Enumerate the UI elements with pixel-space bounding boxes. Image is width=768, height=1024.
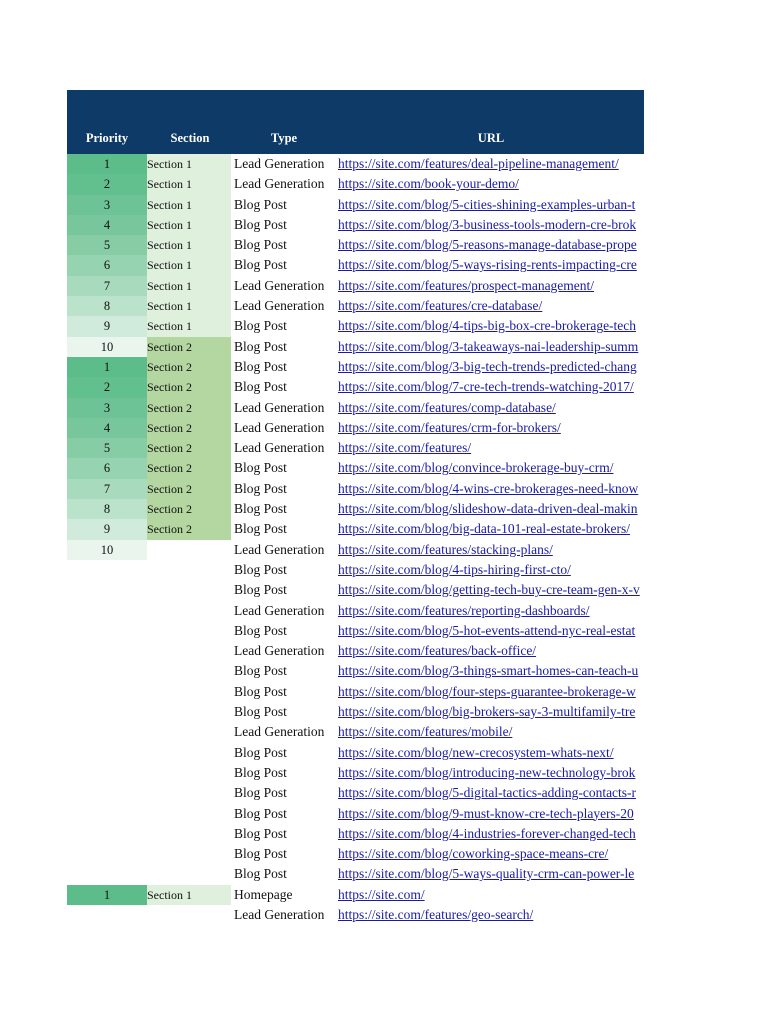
url-link[interactable]: https://site.com/blog/9-must-know-cre-tech-players-20 [338,805,634,821]
table-row [67,682,644,702]
type-cell[interactable]: Blog Post [234,358,287,374]
table-row [67,661,644,681]
type-cell[interactable]: Blog Post [234,683,287,699]
type-cell[interactable]: Lead Generation [234,419,325,435]
type-cell[interactable]: Lead Generation [234,176,325,192]
table-row [67,743,644,763]
priority-cell[interactable]: 4 [67,215,147,235]
table-row [67,418,644,438]
type-cell[interactable]: Blog Post [234,764,287,780]
section-cell[interactable]: Section 2 [147,479,231,499]
table-row [67,621,644,641]
priority-cell[interactable]: 7 [67,276,147,296]
table-row [67,641,644,661]
type-cell[interactable]: Blog Post [234,216,287,232]
url-link[interactable]: https://site.com/blog/3-takeaways-nai-leadership-summ [338,338,639,354]
priority-cell[interactable]: 3 [67,195,147,215]
url-link[interactable]: https://site.com/blog/4-tips-big-box-cre-brokerage-tech [338,318,637,334]
priority-cell[interactable] [67,682,147,702]
table-row [67,783,644,803]
url-link[interactable]: https://site.com/features/prospect-management/ [338,277,595,293]
url-link[interactable]: https://site.com/features/ [338,440,472,456]
section-cell[interactable] [147,601,231,621]
type-cell[interactable]: Lead Generation [234,298,325,314]
table-row [67,499,644,519]
priority-cell[interactable] [67,864,147,884]
url-link[interactable]: https://site.com/blog/big-brokers-say-3-multifamily-tre [338,704,636,720]
table-row [67,377,644,397]
table-row [67,519,644,539]
type-cell[interactable]: Blog Post [234,825,287,841]
type-cell[interactable]: Blog Post [234,704,287,720]
url-link[interactable]: https://site.com/blog/convince-brokerage-buy-crm/ [338,460,614,476]
priority-cell[interactable]: 10 [67,337,147,357]
url-link[interactable]: https://site.com/features/geo-search/ [338,906,534,922]
priority-cell[interactable]: 1 [67,154,147,174]
url-link[interactable]: https://site.com/features/mobile/ [338,724,513,740]
table-row [67,398,644,418]
table-row [67,905,644,925]
url-link[interactable]: https://site.com/blog/getting-tech-buy-cre-team-gen-x-v [338,582,640,598]
section-cell[interactable]: Section 1 [147,885,231,905]
table-row [67,540,644,560]
table-row [67,479,644,499]
section-cell[interactable]: Section 1 [147,195,231,215]
table-row [67,844,644,864]
section-cell[interactable]: Section 1 [147,174,231,194]
type-cell[interactable]: Blog Post [234,846,287,862]
section-cell[interactable] [147,682,231,702]
header-section[interactable]: Section [170,131,210,145]
section-cell[interactable]: Section 2 [147,398,231,418]
priority-cell[interactable]: 5 [67,235,147,255]
type-cell[interactable]: Blog Post [234,866,287,882]
table-row [67,337,644,357]
type-cell[interactable]: Blog Post [234,785,287,801]
url-link[interactable]: https://site.com/blog/new-crecosystem-whats-next/ [338,744,614,760]
url-link[interactable]: https://site.com/blog/introducing-new-technology-brok [338,764,636,780]
priority-cell[interactable] [67,621,147,641]
type-cell[interactable]: Blog Post [234,379,287,395]
section-cell[interactable] [147,905,231,925]
table-row [67,864,644,884]
priority-cell[interactable]: 1 [67,357,147,377]
type-cell[interactable]: Blog Post [234,257,287,273]
table-row [67,215,644,235]
section-cell[interactable]: Section 2 [147,357,231,377]
section-cell[interactable] [147,560,231,580]
header-url[interactable]: URL [477,131,505,145]
priority-cell[interactable]: 9 [67,519,147,539]
table-row [67,276,644,296]
url-link[interactable]: https://site.com/blog/5-ways-rising-rents-impacting-cre [338,257,637,273]
priority-cell[interactable]: 7 [67,479,147,499]
table-row [67,296,644,316]
section-cell[interactable]: Section 1 [147,316,231,336]
type-cell[interactable]: Blog Post [234,561,287,577]
priority-cell[interactable] [67,905,147,925]
table-row [67,357,644,377]
url-link[interactable]: https://site.com/blog/7-cre-tech-trends-watching-2017/ [338,379,634,395]
url-link[interactable]: https://site.com/blog/5-reasons-manage-database-prope [338,237,637,253]
type-cell[interactable]: Homepage [234,886,293,902]
table-row [67,804,644,824]
priority-cell[interactable]: 8 [67,499,147,519]
type-cell[interactable]: Blog Post [234,196,287,212]
priority-cell[interactable] [67,722,147,742]
section-cell[interactable]: Section 1 [147,154,231,174]
url-link[interactable]: https://site.com/features/stacking-plans/ [338,541,553,557]
priority-cell[interactable]: 2 [67,377,147,397]
section-cell[interactable] [147,661,231,681]
table-row [67,235,644,255]
type-cell[interactable]: Lead Generation [234,156,325,171]
url-link[interactable]: https://site.com/features/back-office/ [338,643,537,659]
priority-cell[interactable] [67,743,147,763]
type-cell[interactable]: Lead Generation [234,399,325,415]
section-cell[interactable] [147,783,231,803]
table-row [67,174,644,194]
priority-cell[interactable] [67,702,147,722]
table-row [67,722,644,742]
section-cell[interactable]: Section 1 [147,235,231,255]
table-row [67,601,644,621]
table-row [67,154,644,174]
type-cell[interactable]: Lead Generation [234,643,325,659]
priority-cell[interactable] [67,641,147,661]
type-cell[interactable]: Blog Post [234,582,287,598]
table-row [67,255,644,275]
type-cell[interactable]: Blog Post [234,663,287,679]
table-row [67,885,644,905]
section-cell[interactable] [147,540,231,560]
url-link[interactable]: https://site.com/blog/5-digital-tactics-adding-contacts-r [338,785,637,801]
priority-cell[interactable] [67,560,147,580]
type-cell[interactable]: Blog Post [234,501,287,517]
priority-cell[interactable]: 6 [67,255,147,275]
priority-cell[interactable]: 4 [67,418,147,438]
header-type[interactable]: Type [270,131,298,145]
url-link[interactable]: https://site.com/blog/four-steps-guarantee-brokerage-w [338,683,636,699]
url-link[interactable]: https://site.com/features/crm-for-brokers/ [338,419,561,435]
spreadsheet [67,90,644,925]
url-link[interactable]: https://site.com/blog/3-things-smart-homes-can-teach-u [338,663,639,679]
priority-cell[interactable] [67,824,147,844]
url-link[interactable]: https://site.com/blog/3-business-tools-modern-cre-brok [338,216,637,232]
type-cell[interactable]: Blog Post [234,805,287,821]
priority-cell[interactable] [67,580,147,600]
section-cell[interactable]: Section 2 [147,418,231,438]
header-priority[interactable]: Priority [85,131,129,145]
section-cell[interactable] [147,824,231,844]
section-cell[interactable] [147,621,231,641]
type-cell[interactable]: Lead Generation [234,906,325,922]
priority-cell[interactable] [67,661,147,681]
table-row [67,763,644,783]
section-cell[interactable] [147,722,231,742]
section-cell[interactable] [147,743,231,763]
section-cell[interactable]: Section 1 [147,296,231,316]
section-cell[interactable]: Section 2 [147,499,231,519]
url-link[interactable]: https://site.com/blog/5-hot-events-attend-nyc-real-estat [338,622,636,638]
table-row [67,438,644,458]
url-link[interactable]: https://site.com/blog/4-tips-hiring-first-cto/ [338,561,571,577]
type-cell[interactable]: Lead Generation [234,724,325,740]
section-cell[interactable] [147,804,231,824]
type-cell[interactable]: Lead Generation [234,277,325,293]
priority-cell[interactable]: 6 [67,458,147,478]
table-row [67,560,644,580]
url-link[interactable]: https://site.com/blog/4-industries-forever-changed-tech [338,825,636,841]
table-row [67,824,644,844]
url-link[interactable]: https://site.com/blog/big-data-101-real-estate-brokers/ [338,521,631,537]
type-cell[interactable]: Blog Post [234,744,287,760]
priority-cell[interactable]: 9 [67,316,147,336]
section-cell[interactable]: Section 2 [147,337,231,357]
type-cell[interactable]: Lead Generation [234,602,325,618]
type-cell[interactable]: Blog Post [234,318,287,334]
url-link[interactable]: https://site.com/blog/5-ways-quality-crm-can-power-le [338,866,635,882]
url-link[interactable]: https://site.com/features/cre-database/ [338,298,543,314]
url-link[interactable]: https://site.com/book-your-demo/ [338,176,519,192]
url-link[interactable]: https://site.com/blog/5-cities-shining-examples-urban-t [338,196,636,212]
section-cell[interactable]: Section 1 [147,276,231,296]
section-cell[interactable] [147,580,231,600]
priority-cell[interactable]: 8 [67,296,147,316]
url-link[interactable]: https://site.com/blog/3-big-tech-trends-predicted-chang [338,358,637,374]
table-row [67,316,644,336]
priority-cell[interactable] [67,783,147,803]
url-link[interactable]: https://site.com/features/deal-pipeline-management/ [338,156,619,171]
type-cell[interactable]: Blog Post [234,237,287,253]
type-cell[interactable]: Lead Generation [234,541,325,557]
section-cell[interactable]: Section 2 [147,377,231,397]
table-body [67,154,644,925]
section-cell[interactable] [147,763,231,783]
priority-cell[interactable] [67,763,147,783]
table-row [67,702,644,722]
section-cell[interactable] [147,844,231,864]
url-link[interactable]: https://site.com/features/reporting-dashboards/ [338,602,590,618]
section-cell[interactable] [147,864,231,884]
type-cell[interactable]: Lead Generation [234,440,325,456]
section-cell[interactable]: Section 2 [147,519,231,539]
url-link[interactable]: https://site.com/blog/coworking-space-means-cre/ [338,846,609,862]
table-row [67,195,644,215]
priority-cell[interactable]: 2 [67,174,147,194]
type-cell[interactable]: Blog Post [234,338,287,354]
type-cell[interactable]: Blog Post [234,460,287,476]
section-cell[interactable]: Section 2 [147,458,231,478]
url-link[interactable]: https://site.com/features/comp-database/ [338,399,556,415]
section-cell[interactable]: Section 1 [147,255,231,275]
table-row [67,458,644,478]
section-cell[interactable] [147,641,231,661]
priority-cell[interactable] [67,844,147,864]
priority-cell[interactable] [67,601,147,621]
url-link[interactable]: https://site.com/blog/slideshow-data-driven-deal-makin [338,501,638,517]
url-link[interactable]: https://site.com/blog/4-wins-cre-brokerages-need-know [338,480,639,496]
table-row [67,580,644,600]
priority-cell[interactable]: 10 [67,540,147,560]
type-cell[interactable]: Blog Post [234,622,287,638]
priority-cell[interactable] [67,804,147,824]
section-cell[interactable] [147,702,231,722]
type-cell[interactable]: Blog Post [234,480,287,496]
section-cell[interactable]: Section 1 [147,215,231,235]
priority-cell[interactable]: 3 [67,398,147,418]
url-link[interactable]: https://site.com/ [338,886,425,902]
type-cell[interactable]: Blog Post [234,521,287,537]
section-cell[interactable]: Section 2 [147,438,231,458]
header-row [67,90,644,154]
priority-cell[interactable]: 5 [67,438,147,458]
priority-cell[interactable]: 1 [67,885,147,905]
